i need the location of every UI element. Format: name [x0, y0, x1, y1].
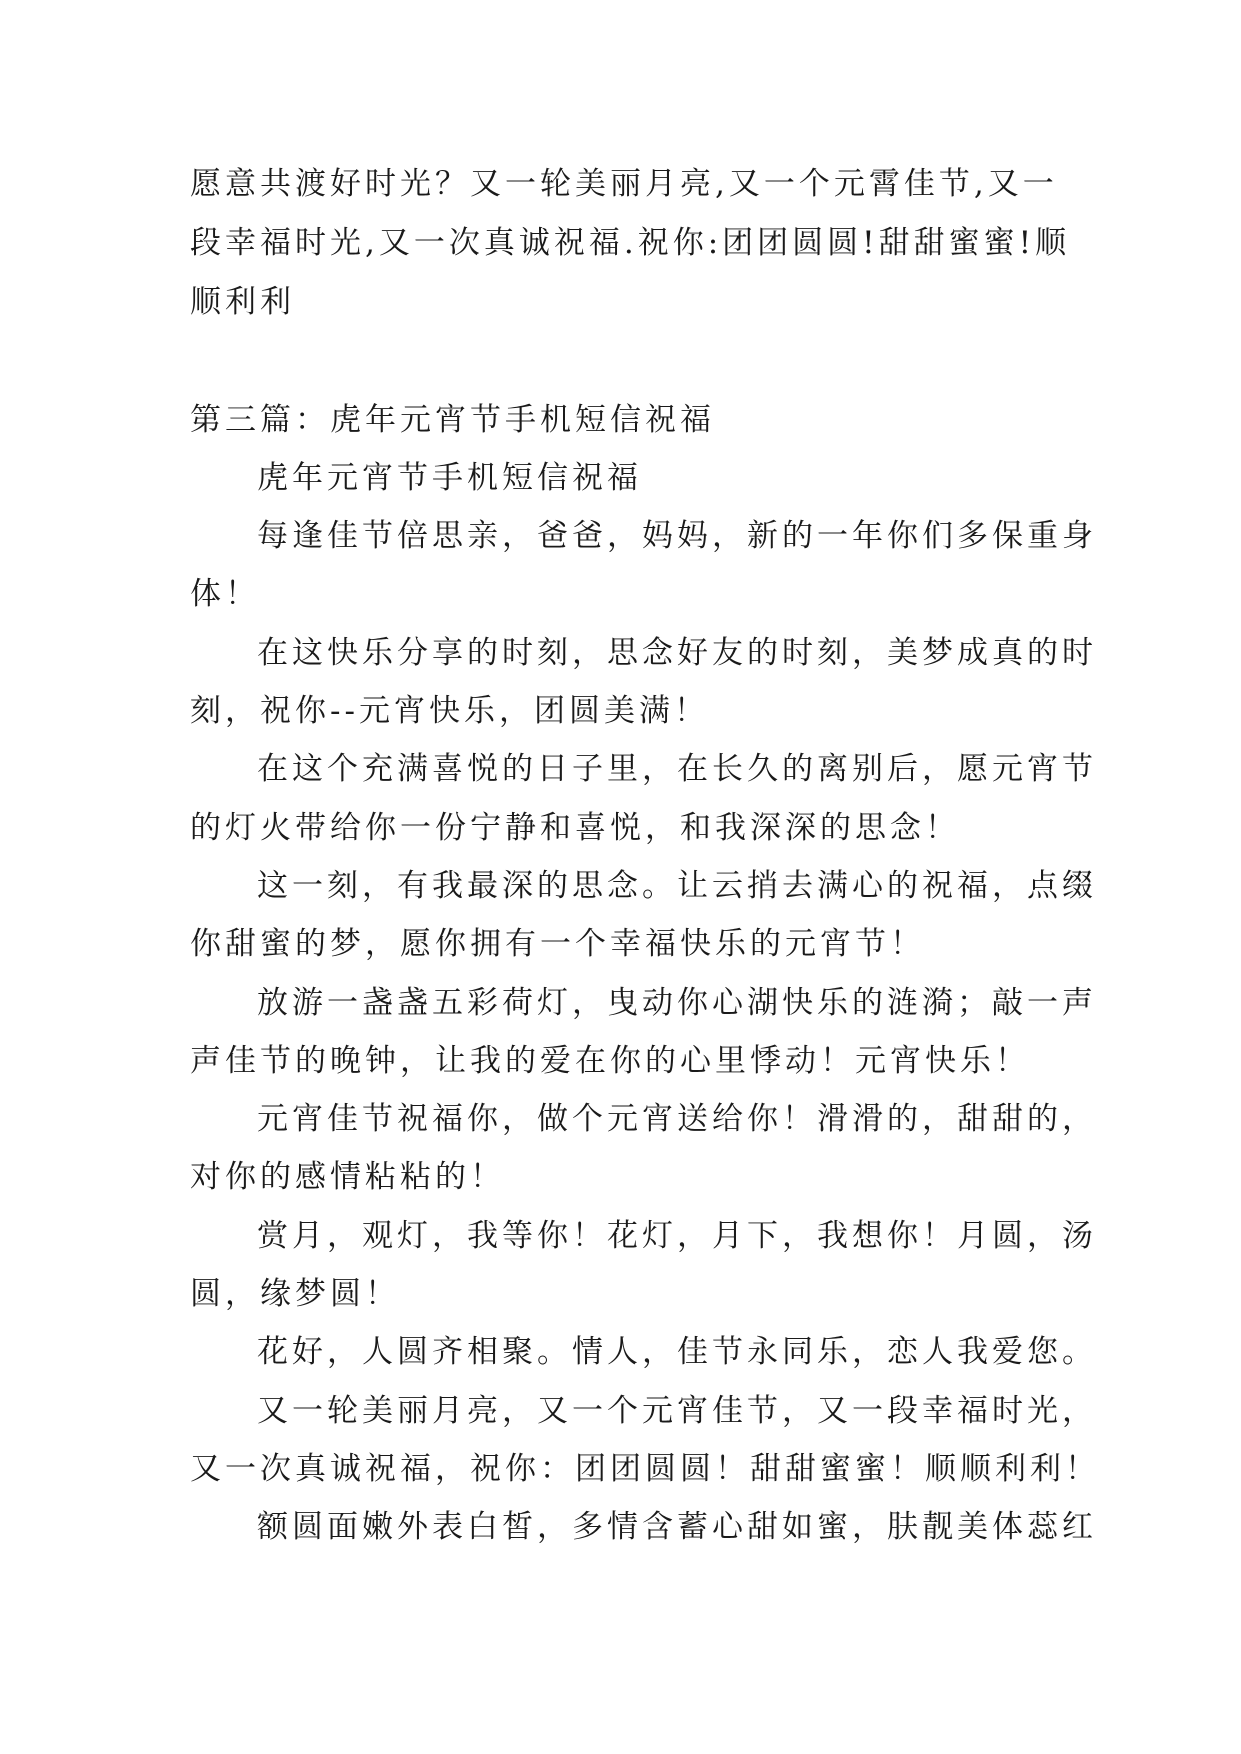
- paragraph-line: 放游一盏盏五彩荷灯，曳动你心湖快乐的涟漪；敲一声: [257, 985, 1097, 1021]
- paragraph-line: 在这个充满喜悦的日子里，在长久的离别后，愿元宵节: [257, 751, 1097, 787]
- paragraph-line: 花好，人圆齐相聚。情人，佳节永同乐，恋人我爱您。: [257, 1334, 1097, 1370]
- text-line: 段幸福时光,又一次真诚祝福.祝你:团团圆圆!甜甜蜜蜜!顺: [190, 225, 1071, 261]
- text-line: 愿意共渡好时光？又一轮美丽月亮,又一个元霄佳节,又一: [190, 166, 1058, 202]
- paragraph-line: 圆，缘梦圆！: [190, 1276, 400, 1312]
- paragraph-line: 在这快乐分享的时刻，思念好友的时刻，美梦成真的时: [257, 635, 1097, 671]
- paragraph-line: 又一次真诚祝福，祝你：团团圆圆！甜甜蜜蜜！顺顺利利！: [190, 1451, 1100, 1487]
- paragraph-line: 体！: [190, 576, 260, 612]
- section-heading: 第三篇：虎年元宵节手机短信祝福: [190, 402, 715, 438]
- paragraph-line: 刻，祝你--元宵快乐，团圆美满！: [190, 693, 709, 729]
- section-subtitle: 虎年元宵节手机短信祝福: [257, 460, 642, 496]
- paragraph-line: 你甜蜜的梦，愿你拥有一个幸福快乐的元宵节！: [190, 926, 925, 962]
- paragraph-line: 额圆面嫩外表白皙，多情含蓄心甜如蜜，肤靓美体蕊红: [257, 1509, 1097, 1545]
- paragraph-line: 的灯火带给你一份宁静和喜悦，和我深深的思念！: [190, 810, 960, 846]
- paragraph-line: 元宵佳节祝福你，做个元宵送给你！滑滑的，甜甜的，: [257, 1101, 1097, 1137]
- text-line: 顺利利: [190, 284, 295, 320]
- paragraph-line: 声佳节的晚钟，让我的爱在你的心里悸动！元宵快乐！: [190, 1043, 1030, 1079]
- paragraph-line: 又一轮美丽月亮，又一个元宵佳节，又一段幸福时光，: [257, 1393, 1097, 1429]
- paragraph-line: 对你的感情粘粘的！: [190, 1159, 505, 1195]
- paragraph-line: 每逢佳节倍思亲，爸爸，妈妈，新的一年你们多保重身: [257, 518, 1097, 554]
- paragraph-line: 这一刻，有我最深的思念。让云捎去满心的祝福，点缀: [257, 868, 1097, 904]
- paragraph-line: 赏月，观灯，我等你！花灯，月下，我想你！月圆，汤: [257, 1218, 1097, 1254]
